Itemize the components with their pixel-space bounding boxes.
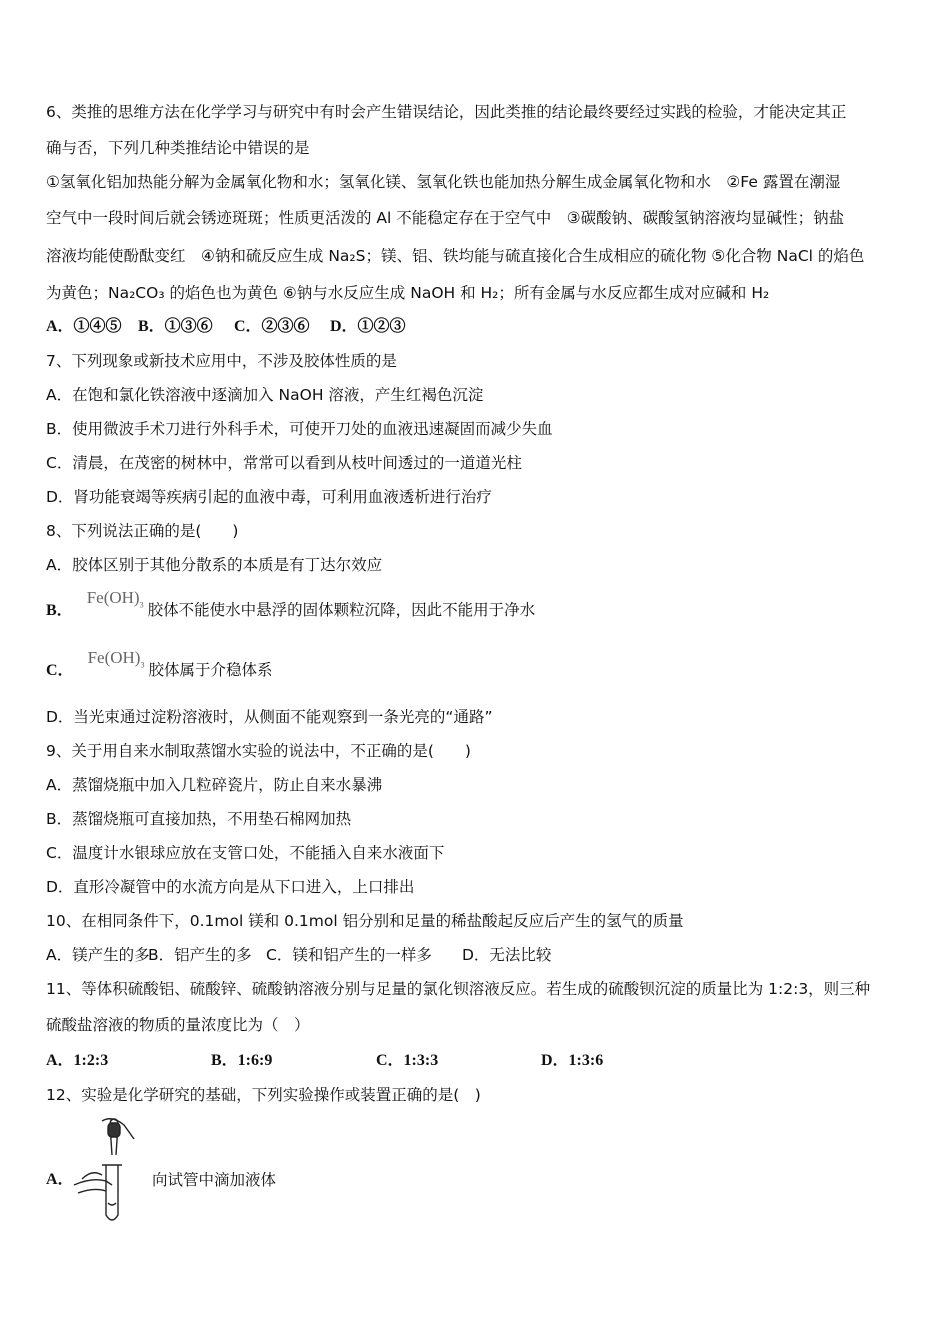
q6-line: 空气中一段时间后就会锈迹斑斑；性质更活泼的 Al 不能稳定存在于空气中 ③碳酸钠、碳酸氢钠溶液均显碱性；钠盐 — [46, 209, 845, 227]
q11-line: 11、等体积硫酸铝、硫酸锌、硫酸钠溶液分别与足量的氯化钡溶液反应。若生成的硫酸钡沉淀的质量比为 1:2:3，则三种 — [46, 980, 871, 998]
option: B．铝产生的多 — [148, 946, 252, 964]
option: C．温度计水银球应放在支管口处，不能插入自来水液面下 — [46, 844, 445, 862]
q6-line: 确与否，下列几种类推结论中错误的是 — [46, 139, 310, 157]
option-text: 胶体不能使水中悬浮的固体颗粒沉降，因此不能用于净水 — [147, 601, 536, 619]
formula-subscript: 3 — [139, 600, 144, 610]
q6-line: 溶液均能使酚酞变红 ④钠和硫反应生成 Na₂S；镁、铝、铁均能与硫直接化合生成相应的硫化物 ⑤化合物 NaCl 的焰色 — [46, 247, 865, 265]
formula-subscript: 3 — [140, 660, 145, 670]
option: B．使用微波手术刀进行外科手术，可使开刀处的血液迅速凝固而减少失血 — [46, 420, 553, 438]
option-text: 向试管中滴加液体 — [152, 1171, 277, 1189]
formula — [87, 648, 145, 670]
option: C．1:3:3 — [376, 1052, 439, 1069]
option: A．胶体区别于其他分散系的本质是有丁达尔效应 — [46, 556, 383, 574]
q11-options — [46, 1051, 603, 1071]
option: B．蒸馏烧瓶可直接加热，不用垫石棉网加热 — [46, 810, 352, 828]
option-label: B． — [46, 602, 73, 619]
option: C．清晨，在茂密的树林中，常常可以看到从枝叶间透过的一道道光柱 — [46, 454, 522, 472]
option: A．蒸馏烧瓶中加入几粒碎瓷片，防止自来水暴沸 — [46, 776, 383, 794]
option: D．①②③ — [330, 318, 406, 335]
q10-options — [46, 945, 551, 965]
option: D．直形冷凝管中的水流方向是从下口进入，上口排出 — [46, 878, 415, 896]
formula — [86, 588, 144, 610]
option-label: A． — [46, 1171, 74, 1188]
q6-options — [46, 317, 406, 337]
q12-stem: 12、实验是化学研究的基础，下列实验操作或装置正确的是( ) — [46, 1086, 481, 1104]
option: D．1:3:6 — [541, 1052, 604, 1069]
formula-text: Fe(OH) — [86, 588, 140, 607]
q10-stem: 10、在相同条件下，0.1mol 镁和 0.1mol 铝分别和足量的稀盐酸起反应后产生的氢气的质量 — [46, 912, 684, 930]
q6-line: 6、类推的思维方法在化学学习与研究中有时会产生错误结论，因此类推的结论最终要经过实践的检验，才能决定其正 — [46, 103, 847, 121]
option: B．1:6:9 — [211, 1052, 273, 1069]
q9-stem: 9、关于用自来水制取蒸馏水实验的说法中，不正确的是( ) — [46, 742, 471, 760]
q11-line: 硫酸盐溶液的物质的量浓度比为（ ） — [46, 1016, 310, 1034]
option — [46, 588, 536, 627]
option: D．无法比较 — [462, 946, 552, 964]
q6-line: 为黄色；Na₂CO₃ 的焰色也为黄色 ⑥钠与水反应生成 NaOH 和 H₂；所有金属与水反应都生成对应碱和 H₂ — [46, 284, 770, 302]
option: A．在饱和氯化铁溶液中逐滴加入 NaOH 溶液，产生红褐色沉淀 — [46, 386, 484, 404]
option: B．①③⑥ — [138, 318, 213, 335]
option-label: C． — [46, 662, 74, 679]
q6-line: ①氢氧化铝加热能分解为金属氧化物和水；氢氧化镁、氢氧化铁也能加热分解生成金属氧化物和水 ②Fe 露置在潮湿 — [46, 173, 841, 191]
option: A．1:2:3 — [46, 1052, 109, 1069]
option: A．①④⑤ — [46, 318, 122, 335]
option: D．肾功能衰竭等疾病引起的血液中毒，可利用血液透析进行治疗 — [46, 488, 492, 506]
test-tube-dropper-illustration — [72, 1115, 152, 1230]
option: C．镁和铝产生的一样多 — [266, 946, 432, 964]
option: C．②③⑥ — [234, 318, 310, 335]
option: D．当光束通过淀粉溶液时，从侧面不能观察到一条光亮的“通路” — [46, 708, 493, 726]
q7-stem: 7、下列现象或新技术应用中，不涉及胶体性质的是 — [46, 352, 397, 370]
option: A．镁产生的多 — [46, 946, 150, 964]
option-text: 胶体属于介稳体系 — [148, 661, 273, 679]
formula-text: Fe(OH) — [87, 648, 141, 667]
option — [46, 648, 273, 687]
q8-stem: 8、下列说法正确的是( ) — [46, 522, 239, 540]
